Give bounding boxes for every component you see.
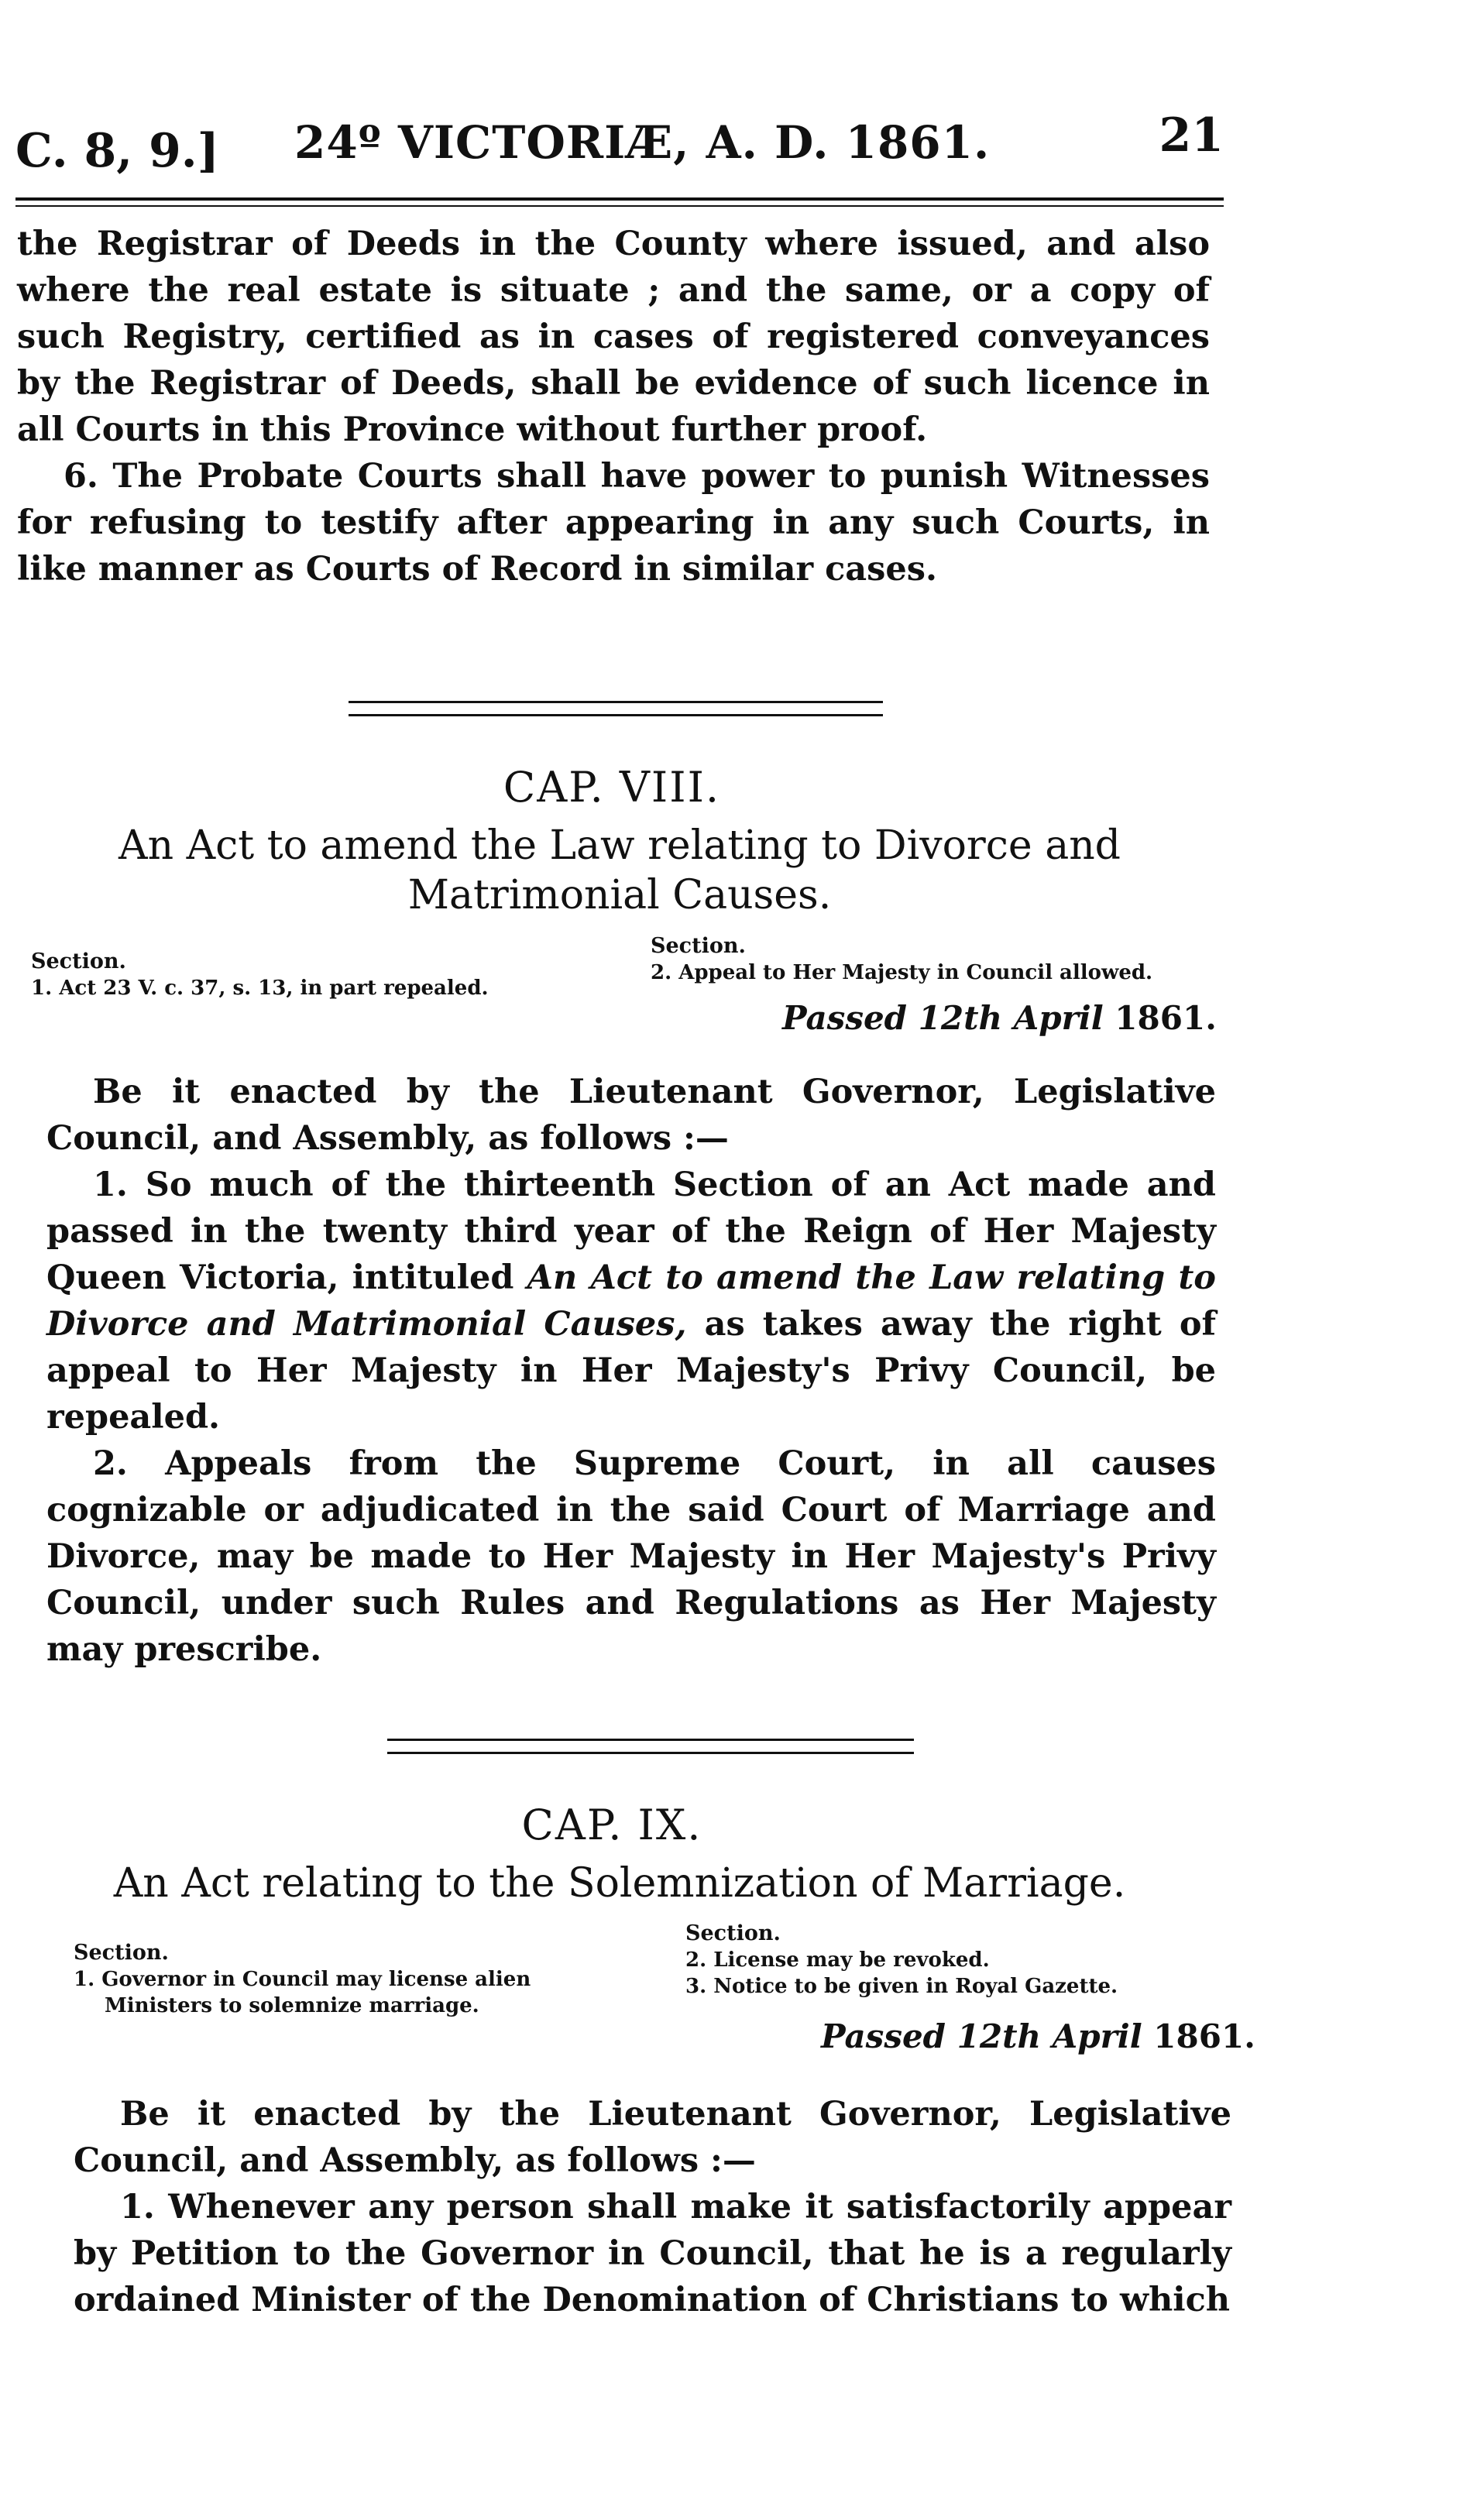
header-rule xyxy=(15,197,1224,201)
section-divider xyxy=(349,701,883,716)
cap-ix-act-title: An Act relating to the Solemnization of Marriage. xyxy=(113,1860,1126,1907)
cited-act-title: An Act to amend the Law relating to Divorce and Matrimonial Causes, xyxy=(46,1258,1216,1344)
passed-year: 1861. xyxy=(1153,2017,1255,2055)
section-header-left: Section. xyxy=(74,1941,169,1965)
section-header-left: Section. xyxy=(31,949,126,973)
cap-viii-body xyxy=(46,1069,1216,1673)
cap-viii-section-2: 2. Appeals from the Supreme Court, in all causes cognizable or adjudicated in the said Court of Marriage and Divorce, may be made to Her Majesty in Her Majesty's Privy Council, under such Rules and Regulations as Her Majesty may prescribe. xyxy=(46,1444,1216,1669)
running-head xyxy=(15,108,1224,182)
section-6-paragraph: 6. The Probate Courts shall have power to punish Witnesses for refusing to testify after appearing in any such Courts, in like manner as Courts of Record in similar cases. xyxy=(17,457,1210,589)
cap-viii-passed-date xyxy=(782,999,1217,1037)
continued-paragraph: the Registrar of Deeds in the County where issued, and also where the real estate is situate ; and the same, or a copy of such Registry, certified as in cases of registered conveyances by the Registrar of Deeds, shall be evidence of such licence in all Courts in this Province without further proof. xyxy=(17,225,1210,449)
cap-viii-heading: CAP. VIII. xyxy=(503,763,721,812)
enacting-clause: Be it enacted by the Lieutenant Governor, Legislative Council, and Assembly, as follows :— xyxy=(46,1073,1216,1158)
contents-entry: 2. License may be revoked. xyxy=(685,1948,990,1972)
enacting-clause: Be it enacted by the Lieutenant Governor, Legislative Council, and Assembly, as follows :— xyxy=(74,2095,1231,2180)
passed-label: Passed 12th April xyxy=(782,999,1104,1037)
contents-right-column xyxy=(685,1921,1228,2000)
section-1-text-b: as takes away the right of appeal to Her Majesty in Her Majesty's Privy Council, be repealed. xyxy=(46,1305,1217,1437)
contents-entry-continued: Ministers to solemnize marriage. xyxy=(105,1994,479,2017)
cap-ix-section-1: 1. Whenever any person shall make it satisfactorily appear by Petition to the Governor in Council, that he is a regularly ordained Minister of the Denomination of Christians to which xyxy=(74,2188,1231,2319)
cap-ix-section-contents xyxy=(74,1921,1235,2017)
cap-viii-section-contents xyxy=(31,933,1208,1003)
contents-entry: 1. Governor in Council may license alien xyxy=(74,1968,531,1991)
contents-left-column xyxy=(31,949,620,1001)
section-header-right: Section. xyxy=(685,1921,781,1945)
contents-entry: 1. Act 23 V. c. 37, s. 13, in part repealed. xyxy=(31,977,489,1000)
cap-ix-passed-date xyxy=(821,2017,1255,2055)
running-title: 24º VICTORIÆ, A. D. 1861. xyxy=(294,116,991,169)
section-header-right: Section. xyxy=(651,934,746,958)
chapter-reference: C. 8, 9.] xyxy=(15,124,220,178)
cap-viii-act-title: An Act to amend the Law relating to Divorce and Matrimonial Causes. xyxy=(118,822,1121,918)
contents-entry: 3. Notice to be given in Royal Gazette. xyxy=(685,1975,1118,1998)
cap-ix-heading: CAP. IX. xyxy=(521,1801,702,1849)
section-divider xyxy=(387,1739,914,1754)
previous-act-continuation xyxy=(17,221,1210,592)
header-rule-thin xyxy=(15,205,1224,207)
section-1-text-a: 1. So much of the thirteenth Section of an Act made and passed in the twenty third year of the Reign of Her Majesty Queen Victoria, intituled xyxy=(46,1166,1216,1297)
contents-right-column xyxy=(651,933,1239,986)
contents-left-column xyxy=(74,1940,678,2019)
cap-viii-section-1 xyxy=(46,1162,1216,1440)
contents-entry: 2. Appeal to Her Majesty in Council allowed. xyxy=(651,961,1153,984)
page-number: 21 xyxy=(1159,108,1224,163)
passed-label: Passed 12th April xyxy=(821,2017,1142,2055)
cap-ix-body xyxy=(74,2091,1231,2323)
passed-year: 1861. xyxy=(1115,999,1217,1037)
